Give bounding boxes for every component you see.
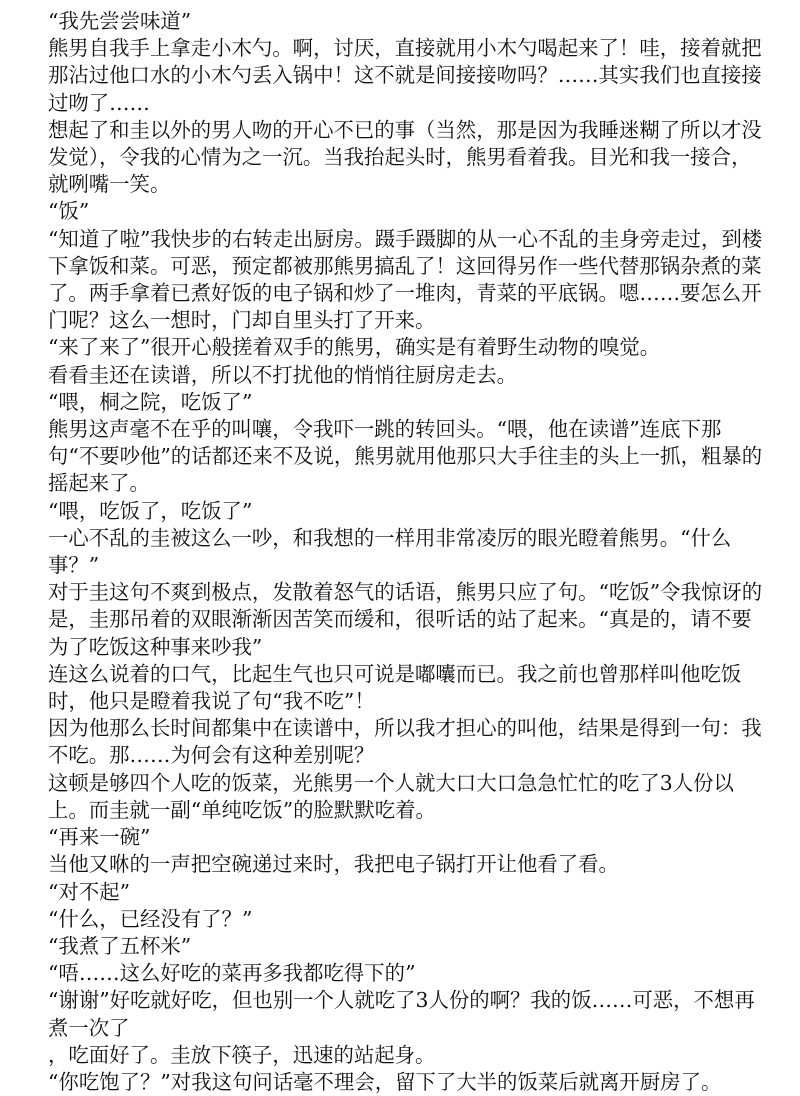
paragraph-sorry: “对不起” bbox=[48, 879, 131, 904]
paragraph-time-to-eat: “喂，吃饭了，吃饭了” bbox=[48, 498, 253, 523]
paragraph-tasting: “我先尝尝味道” bbox=[48, 9, 192, 33]
paragraph-thanks: “谢谢”好吃就好吃，但也别一个人就吃了3人份的啊？我的饭……可恶，不想再煮一次了 bbox=[48, 988, 755, 1040]
paragraph-glare: 一心不乱的圭被这么一吵，和我想的一样用非常凌厉的眼光瞪着熊男。“什么事？” bbox=[48, 525, 732, 578]
document-page bbox=[48, 8, 768, 1096]
paragraph-leaves-kitchen: “你吃饱了？”对我这句问话毫不理会，留下了大半的饭菜后就离开厨房了。 bbox=[48, 1069, 722, 1094]
paragraph-none-left: “什么，已经没有了？” bbox=[48, 906, 253, 931]
paragraph-call-toin: “喂，桐之院，吃饭了” bbox=[48, 389, 253, 414]
paragraph-noodles: ，吃面好了。圭放下筷子，迅速的站起身。 bbox=[48, 1042, 436, 1067]
paragraph-shaking-head: 熊男这声毫不在乎的叫嚷，令我吓一跳的转回头。“喂，他在读谱”连底下那句“不要吵他”的话都还来不及说，熊男就用他那只大手往圭的头上一抓，粗暴的摇起来了。 bbox=[48, 417, 763, 496]
paragraph-another-bowl: “再来一碗” bbox=[48, 825, 151, 850]
paragraph-remembering-kiss: 想起了和圭以外的男人吻的开心不已的事（当然，那是因为我睡迷糊了所以才没发觉），令我的心情为之一沉。当我抬起头时，熊男看着我。目光和我一接合，就咧嘴一笑。 bbox=[48, 117, 762, 197]
paragraph-leaving-kitchen: “知道了啦”我快步的右转走出厨房。蹑手蹑脚的从一心不乱的圭身旁走过，到楼下拿饭和菜。可恶，预定都被那熊男搞乱了！这回得另作一些代替那锅杂煮的菜了。两手拿着已煮好饭的电子锅和炒了一堆肉，青菜的平底锅。嗯……要怎么开门呢？这么一想时，门却自里头打了开来。 bbox=[48, 226, 763, 333]
paragraph-kei-reading: 看看圭还在读谱，所以不打扰他的悄悄往厨房走去。 bbox=[48, 362, 517, 387]
paragraph-rice: “饭” bbox=[48, 199, 90, 224]
paragraph-bear-man-spoon: 熊男自我手上拿走小木勺。啊，讨厌，直接就用小木勺喝起来了！哇，接着就把那沾过他口水的小木勺丢入锅中！这不就是间接接吻吗？……其实我们也直接接过吻了…… bbox=[48, 36, 762, 115]
paragraph-difference: 因为他那么长时间都集中在读谱中，所以我才担心的叫他，结果是得到一句：我不吃。那……为何会有这种差别呢？ bbox=[48, 716, 762, 768]
paragraph-could-eat-more: “唔……这么好吃的菜再多我都吃得下的” bbox=[48, 961, 416, 986]
paragraph-grumbling: 连这么说着的口气，比起生气也只可说是嘟囔而已。我之前也曾那样叫他吃饭时，他只是瞪着我说了句“我不吃”！ bbox=[48, 661, 742, 714]
paragraph-five-cups: “我煮了五杯米” bbox=[48, 933, 192, 958]
paragraph-meal: 这顿是够四个人吃的饭菜，光熊男一个人就大口大口急急忙忙的吃了3人份以上。而圭就一副“单纯吃饭”的脸默默吃着。 bbox=[48, 770, 734, 822]
paragraph-coming: “来了来了”很开心般搓着双手的熊男，确实是有着野生动物的嗅觉。 bbox=[48, 335, 661, 360]
paragraph-kei-stands: 对于圭这句不爽到极点，发散着怒气的话语，熊男只应了句。“吃饭”令我惊讶的是，圭那吊着的双眼渐渐因苦笑而缓和，很听话的站了起来。“真是的，请不要为了吃饭这种事来吵我” bbox=[48, 580, 763, 659]
paragraph-empty-cooker: 当他又咻的一声把空碗递过来时，我把电子锅打开让他看了看。 bbox=[48, 852, 619, 877]
